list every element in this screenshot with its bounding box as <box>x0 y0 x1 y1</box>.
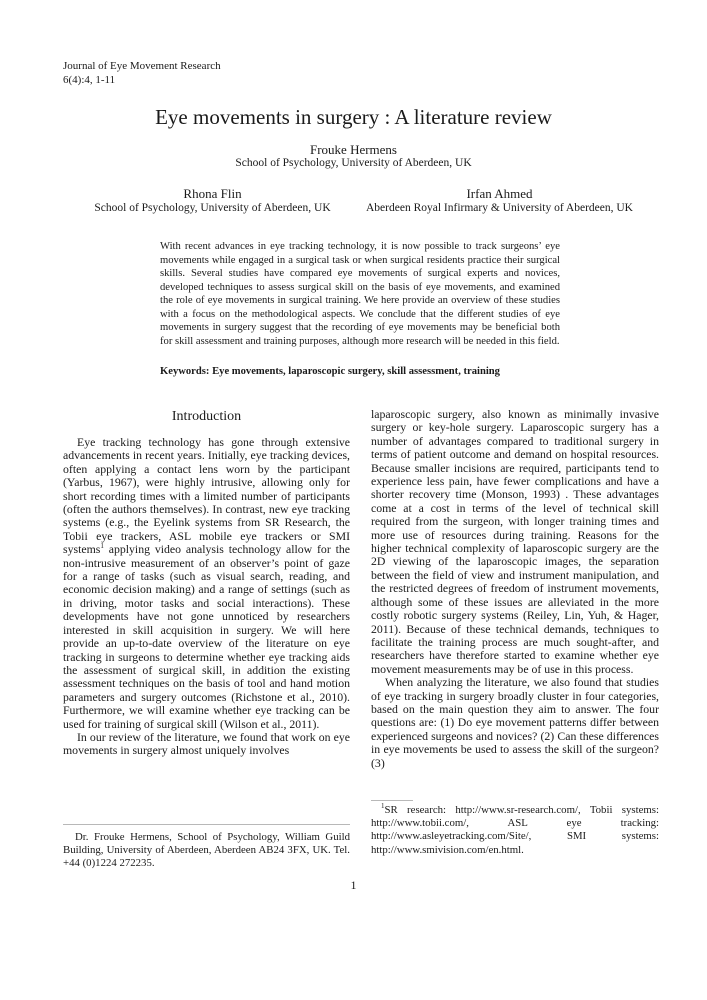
author-name-1: Frouke Hermens <box>309 142 397 157</box>
journal-issue: 6(4):4, 1-11 <box>63 74 116 86</box>
author-name-2: Rhona Flin <box>183 186 242 201</box>
paper-title: Eye movements in surgery : A literature review <box>155 105 552 129</box>
footnote-1 <box>371 804 659 857</box>
keywords-text: Eye movements, laparoscopic surgery, skill assessment, training <box>212 366 500 377</box>
journal-info <box>63 59 221 87</box>
correspondence-note: Dr. Frouke Hermens, School of Psychology, William Guild Building, University of Aberdeen, Aberdeen AB24 3FX, UK. Tel. +44 (0)1224 272235. <box>63 831 350 870</box>
author-name-3: Irfan Ahmed <box>466 186 533 201</box>
intro-paragraph-1 <box>63 436 350 731</box>
footnote-divider-left <box>63 824 350 825</box>
journal-name: Journal of Eye Movement Research <box>63 60 221 72</box>
right-column <box>371 408 659 770</box>
keywords <box>160 365 560 378</box>
intro-paragraph-4: When analyzing the literature, we also found that studies of eye tracking in surgery broadly cluster in four categories, based on the main question they aim to answer. The four questions are: (1) Do eye movement patterns differ between experienced surgeons and novices? (2) Can these differences in eye movements be used to assess the skill of the surgeon? (3) <box>371 675 659 770</box>
footnote-number: 1 <box>381 802 385 811</box>
intro-p1-end: applying video analysis technology allow for the non-intrusive measurement of an observer’s point of gaze for a range of tasks (such as visual search, reading, and economic decision making) and a range of settings (such as in driving, motor tasks and social interactions). These developments have not gone unnoticed by researchers interested in skill acquisition in surgery. We will here provide an up-to-date overview of the literature on eye tracking in surgeons to determine whether eye tracking aids the assessment of surgical skill, in addition the existing assessment techniques on the basis of tool and hand motion parameters and surgery outcomes (Richstone et al., 2010). Furthermore, we will examine whether eye tracking can be used for training of surgical skill (Wilson et al., 2011). <box>63 542 350 731</box>
footnote-marker: 1 <box>100 542 104 551</box>
author-affiliation-2: School of Psychology, University of Aberdeen, UK <box>94 202 331 214</box>
footnote-text: SR research: http://www.sr-research.com/, Tobii systems: http://www.tobii.com/, ASL eye tracking: http://www.asleyetracking.com/Site/, SMI systems: http://www.smivision.com/en.html. <box>371 804 659 856</box>
left-column <box>63 436 350 758</box>
author-affiliation-3: Aberdeen Royal Infirmary & University of Aberdeen, UK <box>366 202 633 214</box>
page-number: 1 <box>350 878 357 892</box>
intro-paragraph-3: laparoscopic surgery, also known as minimally invasive surgery or key-hole surgery. Laparoscopic surgery has a number of advantages compared to traditional surgery in terms of patient outcome and demand on hospital resources. Because smaller incisions are required, participants tend to experience less pain, have fewer complications and have a shorter recovery time (Monson, 1993) . These advantages come at a cost in terms of the level of technical skill required from the surgeon, with longer training times and more use of resources during training. Reasons for the higher technical complexity of laparoscopic surgery are the 2D viewing of the laparoscopic images, the separation between the field of view and instrument manipulation, and the restricted degrees of freedom of instrument movements, although some of these issues are alleviated in the more costly robotic surgery systems (Reiley, Lin, Yuh, & Hager, 2011). Because of these technical demands, techniques to facilitate the training process are much sought-after, and researchers have therefore started to examine whether eye movement measurements may be of use in this process. <box>371 407 659 676</box>
intro-p1-start: Eye tracking technology has gone through extensive advancements in recent years. Initially, eye tracking devices, often applying a contact lens worn by the participant (Yarbus, 1967), were highly intrusive, allowing only for short recording times with a limited number of participants (often the authors themselves). In contrast, new eye tracking systems (e.g., the Eyelink systems from SR Research, the Tobii eye trackers, ASL mobile eye trackers or SMI systems <box>63 435 350 557</box>
section-heading-introduction: Introduction <box>171 409 242 424</box>
author-affiliation-1: School of Psychology, University of Aberdeen, UK <box>235 157 472 169</box>
keywords-label: Keywords: <box>160 366 210 377</box>
abstract: With recent advances in eye tracking technology, it is now possible to track surgeons’ eye movements while engaged in a surgical task or when surgical residents practice their surgical skills. Several studies have compared eye movements of surgical experts and novices, developed techniques to assess surgical skill on the basis of eye movements, and examined the role of eye movements in surgical training. We here provide an overview of these studies with a focus on the methodological aspects. We conclude that the different studies of eye movements in surgery suggest that the recording of eye movements may be beneficial both for skill assessment and training purposes, although more research will be needed in this field. <box>160 241 560 347</box>
footnote-divider-right <box>371 800 413 801</box>
intro-paragraph-2: In our review of the literature, we found that work on eye movements in surgery almost uniquely involves <box>63 729 350 758</box>
